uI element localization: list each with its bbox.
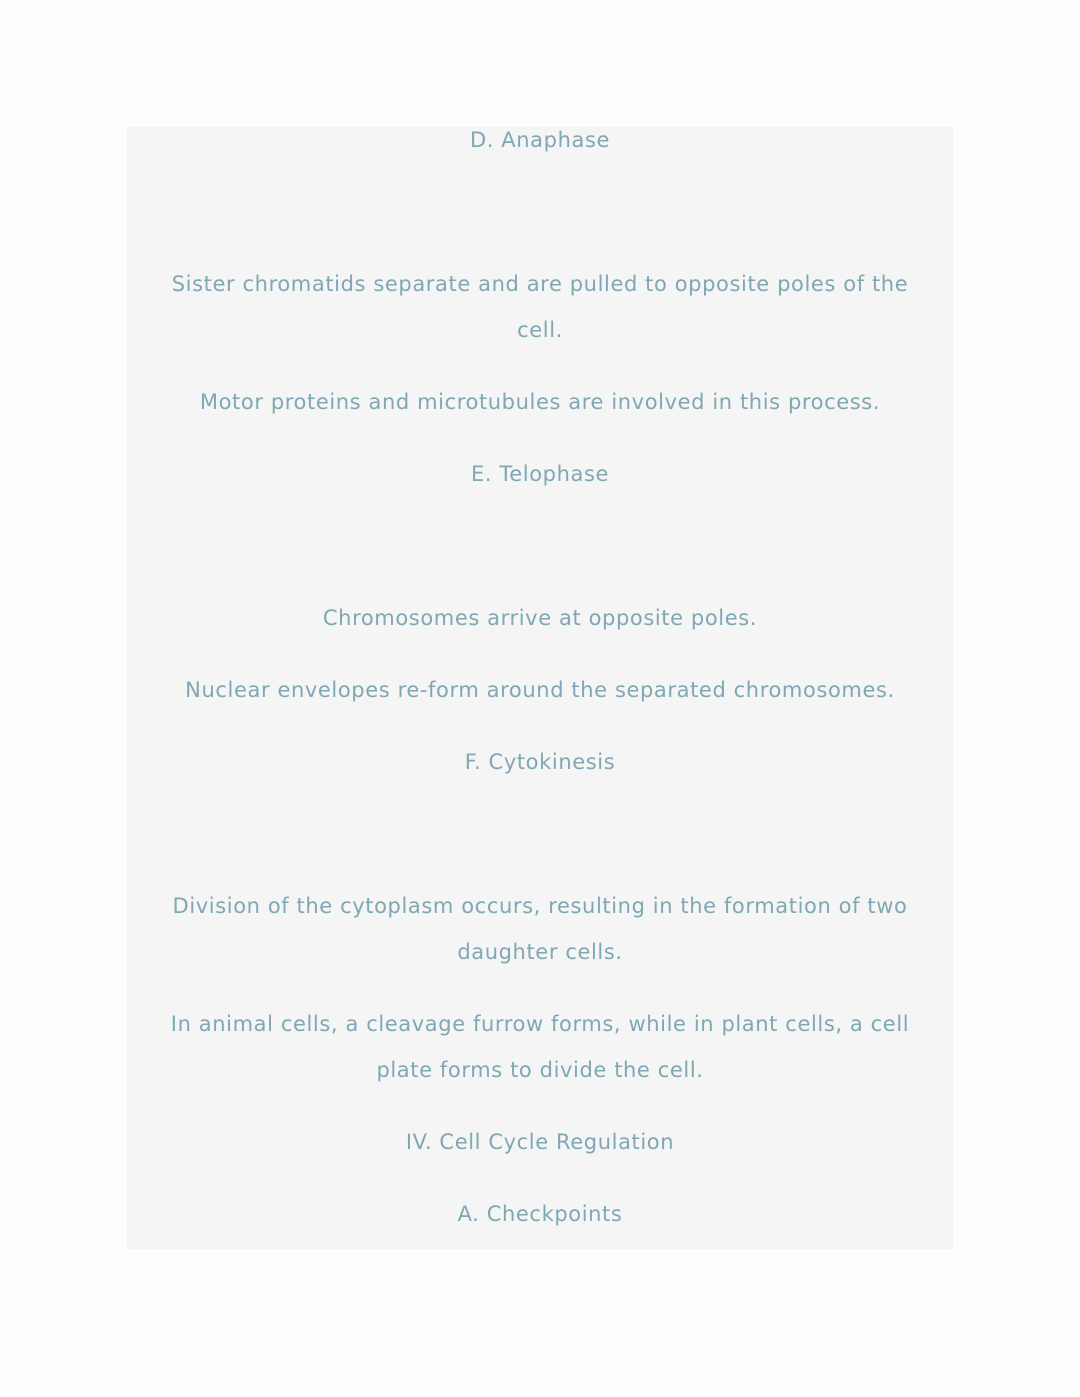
anaphase-paragraph-2: Motor proteins and microtubules are involved in this process. — [199, 390, 881, 414]
heading-cell-cycle-regulation: IV. Cell Cycle Regulation — [405, 1130, 675, 1154]
heading-telophase: E. Telophase — [470, 462, 610, 486]
telophase-paragraph-2: Nuclear envelopes re-form around the separated chromosomes. — [185, 678, 895, 702]
heading-cytokinesis: F. Cytokinesis — [464, 750, 616, 774]
anaphase-paragraph-1-line-2: cell. — [517, 318, 563, 342]
heading-checkpoints: A. Checkpoints — [457, 1202, 623, 1226]
cytokinesis-paragraph-1-line-1: Division of the cytoplasm occurs, resulting in the formation of two — [172, 894, 908, 918]
cytokinesis-paragraph-1-line-2: daughter cells. — [457, 940, 623, 964]
anaphase-paragraph-1-line-1: Sister chromatids separate and are pulled to opposite poles of the — [171, 272, 909, 296]
cytokinesis-paragraph-2-line-2: plate forms to divide the cell. — [376, 1058, 704, 1082]
heading-anaphase: D. Anaphase — [469, 128, 611, 152]
document-content-panel — [127, 127, 953, 1249]
cytokinesis-paragraph-2-line-1: In animal cells, a cleavage furrow forms, while in plant cells, a cell — [170, 1012, 910, 1036]
telophase-paragraph-1: Chromosomes arrive at opposite poles. — [322, 606, 758, 630]
